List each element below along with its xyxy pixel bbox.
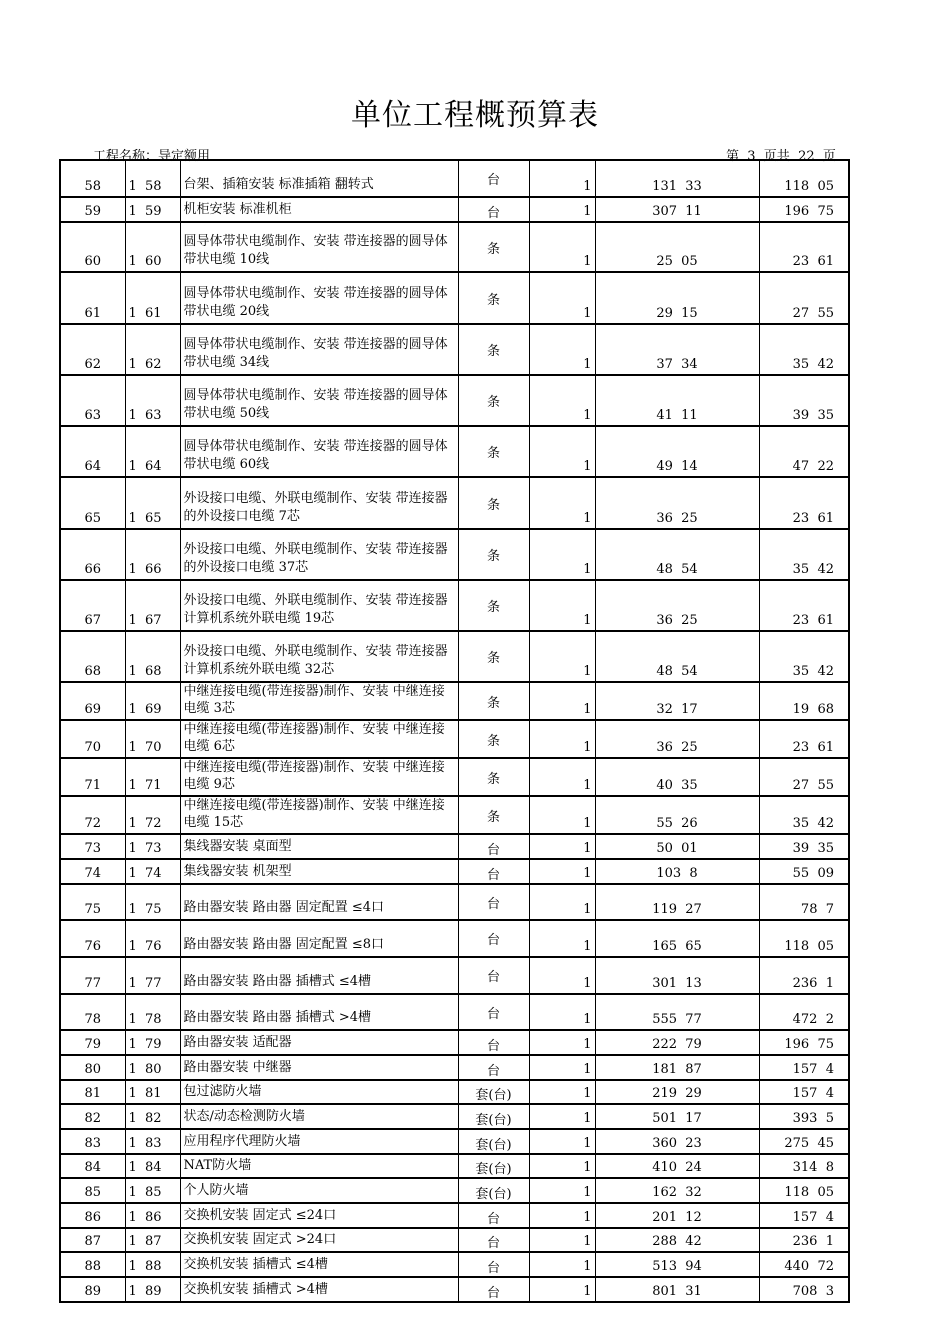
row-number: 74	[84, 866, 102, 881]
item-quantity: 1	[583, 1086, 592, 1101]
total-price: 35 42	[792, 816, 834, 831]
item-name: 交换机安装 固定式 >24口	[183, 1232, 337, 1247]
unit-price: 131 33	[652, 179, 702, 194]
item-name: 状态/动态检测防火墙	[183, 1109, 305, 1124]
total-price: 236 1	[792, 1234, 834, 1249]
unit-price: 32 17	[656, 702, 698, 717]
total-price: 55 09	[792, 866, 834, 881]
unit-price: 360 23	[652, 1136, 702, 1151]
table-row	[60, 375, 849, 426]
unit-price: 49 14	[656, 459, 698, 474]
row-number: 64	[84, 459, 102, 474]
total-price: 35 42	[792, 664, 834, 679]
item-name: 路由器安装 中继器	[183, 1060, 292, 1075]
table-row	[60, 796, 849, 834]
item-unit: 台	[486, 843, 500, 858]
item-code: 1 75	[128, 902, 162, 917]
unit-price: 119 27	[652, 902, 702, 917]
row-number: 78	[84, 1012, 102, 1027]
row-number: 65	[84, 511, 102, 526]
item-unit: 台	[486, 896, 500, 912]
total-price: 440 72	[784, 1259, 834, 1274]
item-code: 1 64	[128, 459, 162, 474]
row-number: 88	[84, 1259, 102, 1274]
item-code: 1 72	[128, 816, 162, 831]
item-code: 1 66	[128, 562, 162, 577]
table-row	[60, 1252, 849, 1277]
row-number: 84	[84, 1160, 102, 1175]
unit-price: 40 35	[656, 778, 698, 793]
item-code: 1 74	[128, 866, 162, 881]
unit-price: 219 29	[652, 1086, 702, 1101]
table-row	[60, 920, 849, 957]
unit-price: 55 26	[656, 816, 698, 831]
row-number: 62	[84, 357, 102, 372]
table-row	[60, 682, 849, 720]
item-name: 应用程序代理防火墙	[183, 1134, 301, 1149]
item-code: 1 60	[128, 254, 162, 269]
total-price: 35 42	[792, 562, 834, 577]
total-price: 314 8	[792, 1160, 834, 1175]
total-price: 23 61	[792, 511, 834, 526]
total-price: 393 5	[792, 1111, 834, 1126]
row-number: 81	[84, 1086, 102, 1101]
item-unit: 套(台)	[475, 1162, 512, 1177]
item-quantity: 1	[583, 939, 592, 954]
item-code: 1 67	[128, 613, 162, 628]
table-row	[60, 1154, 849, 1178]
unit-price: 103 8	[656, 866, 698, 881]
table-row	[60, 1178, 849, 1203]
item-quantity: 1	[583, 306, 592, 321]
total-price: 275 45	[784, 1136, 834, 1151]
item-name: 路由器安装 路由器 插槽式 ≤4槽	[183, 974, 372, 989]
item-code: 1 83	[128, 1136, 162, 1151]
item-unit: 条	[486, 651, 500, 666]
item-quantity: 1	[583, 1136, 592, 1151]
row-number: 71	[84, 778, 102, 793]
unit-price: 29 15	[656, 306, 698, 321]
item-unit: 条	[486, 292, 500, 308]
item-unit: 条	[486, 809, 500, 825]
item-unit: 台	[486, 1261, 500, 1276]
item-unit: 条	[486, 497, 500, 513]
table-row	[60, 1228, 849, 1252]
item-unit: 条	[486, 395, 500, 410]
item-name: 圆导体带状电缆制作、安装 带连接器的圆导体带状电缆 60线	[183, 439, 448, 472]
item-unit: 条	[486, 695, 500, 711]
unit-price: 25 05	[656, 254, 698, 269]
item-name: 外设接口电缆、外联电缆制作、安装 带连接器的外设接口电缆 7芯	[183, 491, 448, 524]
project-name: 工程名称：导定额用	[93, 149, 211, 164]
item-name: 集线器安装 机架型	[183, 864, 292, 879]
item-quantity: 1	[583, 740, 592, 755]
total-price: 39 35	[792, 841, 834, 856]
total-price: 35 42	[792, 357, 834, 372]
item-code: 1 68	[128, 664, 162, 679]
table-row	[60, 197, 849, 222]
row-number: 79	[84, 1037, 102, 1052]
unit-price: 555 77	[652, 1012, 702, 1027]
total-price: 196 75	[784, 1037, 834, 1052]
row-number: 61	[84, 306, 102, 321]
total-price: 23 61	[792, 740, 834, 755]
table-row	[60, 957, 849, 994]
item-code: 1 78	[128, 1012, 162, 1027]
unit-price: 301 13	[652, 976, 702, 991]
item-code: 1 76	[128, 939, 162, 954]
row-number: 87	[84, 1234, 102, 1249]
item-name: 交换机安装 插槽式 >4槽	[183, 1282, 328, 1297]
item-name: 外设接口电缆、外联电缆制作、安装 带连接器计算机系统外联电缆 19芯	[183, 593, 448, 626]
item-unit: 条	[486, 549, 500, 564]
row-number: 69	[84, 702, 102, 717]
item-name: 中继连接电缆(带连接器)制作、安装 中继连接电缆 6芯	[183, 722, 445, 754]
row-number: 59	[84, 204, 102, 219]
total-price: 27 55	[792, 306, 834, 321]
item-code: 1 65	[128, 511, 162, 526]
item-code: 1 89	[128, 1284, 162, 1299]
item-quantity: 1	[583, 664, 592, 679]
unit-price: 48 54	[656, 562, 698, 577]
item-quantity: 1	[583, 179, 592, 194]
unit-price: 288 42	[652, 1234, 702, 1249]
page-number: 第 3 页共 22 页	[726, 149, 836, 164]
item-name: 路由器安装 路由器 固定配置 ≤4口	[183, 900, 385, 915]
unit-price: 410 24	[652, 1160, 702, 1175]
item-name: 中继连接电缆(带连接器)制作、安装 中继连接电缆 15芯	[183, 798, 445, 830]
item-unit: 台	[486, 970, 500, 985]
item-unit: 套(台)	[475, 1138, 512, 1153]
total-price: 472 2	[792, 1012, 834, 1027]
item-code: 1 88	[128, 1259, 162, 1274]
item-unit: 台	[486, 1286, 500, 1301]
item-name: 中继连接电缆(带连接器)制作、安装 中继连接电缆 3芯	[183, 684, 445, 716]
item-quantity: 1	[583, 1037, 592, 1052]
item-quantity: 1	[583, 1210, 592, 1225]
row-number: 70	[84, 740, 102, 755]
total-price: 23 61	[792, 254, 834, 269]
row-number: 83	[84, 1136, 102, 1151]
item-unit: 台	[486, 1006, 500, 1022]
total-price: 708 3	[792, 1284, 834, 1299]
item-unit: 套(台)	[475, 1187, 512, 1202]
item-quantity: 1	[583, 511, 592, 526]
unit-price: 36 25	[656, 511, 698, 526]
item-quantity: 1	[583, 702, 592, 717]
item-code: 1 77	[128, 976, 162, 991]
item-code: 1 70	[128, 740, 162, 755]
item-code: 1 59	[128, 204, 162, 219]
item-name: 外设接口电缆、外联电缆制作、安装 带连接器计算机系统外联电缆 32芯	[183, 644, 448, 677]
row-number: 76	[84, 939, 102, 954]
item-name: 台架、插箱安装 标准插箱 翻转式	[183, 177, 374, 192]
item-unit: 条	[486, 241, 500, 257]
item-unit: 台	[486, 1236, 500, 1251]
total-price: 118 05	[784, 939, 834, 954]
row-number: 82	[84, 1111, 102, 1126]
table-row	[60, 1030, 849, 1055]
item-quantity: 1	[583, 976, 592, 991]
item-quantity: 1	[583, 613, 592, 628]
unit-price: 162 32	[652, 1185, 702, 1200]
item-name: NAT防火墙	[183, 1158, 252, 1173]
total-price: 157 4	[792, 1062, 834, 1077]
unit-price: 48 54	[656, 664, 698, 679]
item-code: 1 85	[128, 1185, 162, 1200]
item-quantity: 1	[583, 1284, 592, 1299]
row-number: 73	[84, 841, 102, 856]
item-quantity: 1	[583, 357, 592, 372]
item-quantity: 1	[583, 1012, 592, 1027]
item-code: 1 86	[128, 1210, 162, 1225]
item-code: 1 82	[128, 1111, 162, 1126]
item-name: 外设接口电缆、外联电缆制作、安装 带连接器的外设接口电缆 37芯	[183, 542, 448, 575]
unit-price: 501 17	[652, 1111, 702, 1126]
table-row	[60, 994, 849, 1030]
item-name: 路由器安装 路由器 插槽式 >4槽	[183, 1010, 372, 1025]
table-row	[60, 1129, 849, 1154]
row-number: 80	[84, 1062, 102, 1077]
row-number: 66	[84, 562, 102, 577]
unit-price: 165 65	[652, 939, 702, 954]
item-code: 1 79	[128, 1037, 162, 1052]
item-quantity: 1	[583, 1062, 592, 1077]
unit-price: 513 94	[652, 1259, 702, 1274]
row-number: 68	[84, 664, 102, 679]
unit-price: 201 12	[652, 1210, 702, 1225]
item-quantity: 1	[583, 254, 592, 269]
item-unit: 台	[486, 1212, 500, 1227]
item-name: 路由器安装 路由器 固定配置 ≤8口	[183, 937, 385, 952]
unit-price: 222 79	[652, 1037, 702, 1052]
item-code: 1 84	[128, 1160, 162, 1175]
total-price: 118 05	[784, 1185, 834, 1200]
unit-price: 36 25	[656, 740, 698, 755]
item-unit: 套(台)	[475, 1113, 512, 1128]
item-name: 个人防火墙	[183, 1183, 249, 1198]
item-quantity: 1	[583, 204, 592, 219]
row-number: 72	[84, 816, 102, 831]
item-code: 1 87	[128, 1234, 162, 1249]
item-code: 1 61	[128, 306, 162, 321]
unit-price: 36 25	[656, 613, 698, 628]
item-name: 圆导体带状电缆制作、安装 带连接器的圆导体带状电缆 34线	[183, 337, 448, 370]
table-row	[60, 426, 849, 477]
row-number: 89	[84, 1284, 102, 1299]
item-name: 交换机安装 插槽式 ≤4槽	[183, 1257, 328, 1272]
row-number: 67	[84, 613, 102, 628]
table-row	[60, 1203, 849, 1228]
row-number: 58	[84, 179, 102, 194]
item-name: 交换机安装 固定式 ≤24口	[183, 1208, 337, 1223]
item-quantity: 1	[583, 1234, 592, 1249]
unit-price: 41 11	[656, 408, 698, 423]
total-price: 47 22	[792, 459, 834, 474]
item-quantity: 1	[583, 816, 592, 831]
item-quantity: 1	[583, 1259, 592, 1274]
item-name: 机柜安装 标准机柜	[183, 202, 292, 217]
item-quantity: 1	[583, 902, 592, 917]
item-code: 1 71	[128, 778, 162, 793]
item-unit: 条	[486, 771, 500, 787]
item-unit: 套(台)	[475, 1088, 512, 1103]
item-name: 圆导体带状电缆制作、安装 带连接器的圆导体带状电缆 10线	[183, 234, 448, 267]
item-unit: 台	[486, 1064, 500, 1079]
item-quantity: 1	[583, 1160, 592, 1175]
item-quantity: 1	[583, 459, 592, 474]
table-row	[60, 720, 849, 758]
item-unit: 台	[486, 173, 500, 188]
table-body	[60, 160, 849, 1302]
total-price: 23 61	[792, 613, 834, 628]
table-row	[60, 1055, 849, 1080]
item-name: 圆导体带状电缆制作、安装 带连接器的圆导体带状电缆 20线	[183, 286, 448, 319]
total-price: 196 75	[784, 204, 834, 219]
item-unit: 台	[486, 868, 500, 883]
item-code: 1 63	[128, 408, 162, 423]
table-row	[60, 272, 849, 324]
table-row	[60, 1104, 849, 1129]
unit-price: 181 87	[652, 1062, 702, 1077]
table-row	[60, 160, 849, 197]
table-row	[60, 222, 849, 272]
total-price: 157 4	[792, 1210, 834, 1225]
table-row	[60, 1277, 849, 1302]
table-row	[60, 324, 849, 375]
item-unit: 台	[486, 1039, 500, 1054]
total-price: 236 1	[792, 976, 834, 991]
item-unit: 条	[486, 446, 500, 461]
item-code: 1 58	[128, 179, 162, 194]
table-row	[60, 477, 849, 529]
total-price: 157 4	[792, 1086, 834, 1101]
unit-price: 801 31	[652, 1284, 702, 1299]
item-name: 包过滤防火墙	[183, 1084, 262, 1099]
item-unit: 台	[486, 933, 500, 948]
item-quantity: 1	[583, 562, 592, 577]
item-quantity: 1	[583, 778, 592, 793]
total-price: 27 55	[792, 778, 834, 793]
item-quantity: 1	[583, 408, 592, 423]
row-number: 86	[84, 1210, 102, 1225]
table-row	[60, 529, 849, 580]
row-number: 75	[84, 902, 102, 917]
item-unit: 条	[486, 344, 500, 359]
unit-price: 50 01	[656, 841, 698, 856]
item-code: 1 69	[128, 702, 162, 717]
row-number: 85	[84, 1185, 102, 1200]
item-code: 1 81	[128, 1086, 162, 1101]
table-row	[60, 758, 849, 796]
total-price: 39 35	[792, 408, 834, 423]
item-code: 1 62	[128, 357, 162, 372]
table-row	[60, 859, 849, 884]
item-quantity: 1	[583, 1111, 592, 1126]
item-name: 集线器安装 桌面型	[183, 839, 292, 854]
item-quantity: 1	[583, 1185, 592, 1200]
item-quantity: 1	[583, 866, 592, 881]
table-row	[60, 580, 849, 631]
table-row	[60, 631, 849, 682]
table-row	[60, 834, 849, 859]
item-name: 圆导体带状电缆制作、安装 带连接器的圆导体带状电缆 50线	[183, 388, 448, 421]
item-unit: 条	[486, 600, 500, 615]
item-code: 1 80	[128, 1062, 162, 1077]
row-number: 63	[84, 408, 102, 423]
row-number: 77	[84, 976, 102, 991]
unit-price: 307 11	[652, 204, 702, 219]
total-price: 19 68	[792, 702, 834, 717]
page-title: 单位工程概预算表	[351, 98, 599, 133]
row-number: 60	[84, 254, 102, 269]
item-quantity: 1	[583, 841, 592, 856]
table-row	[60, 1080, 849, 1104]
item-code: 1 73	[128, 841, 162, 856]
table-row	[60, 884, 849, 920]
item-unit: 台	[486, 206, 500, 221]
total-price: 118 05	[784, 179, 834, 194]
item-name: 路由器安装 适配器	[183, 1035, 292, 1050]
item-name: 中继连接电缆(带连接器)制作、安装 中继连接电缆 9芯	[183, 760, 445, 792]
unit-price: 37 34	[656, 357, 698, 372]
total-price: 78 7	[800, 902, 834, 917]
item-unit: 条	[486, 733, 500, 749]
budget-table	[59, 159, 850, 1303]
